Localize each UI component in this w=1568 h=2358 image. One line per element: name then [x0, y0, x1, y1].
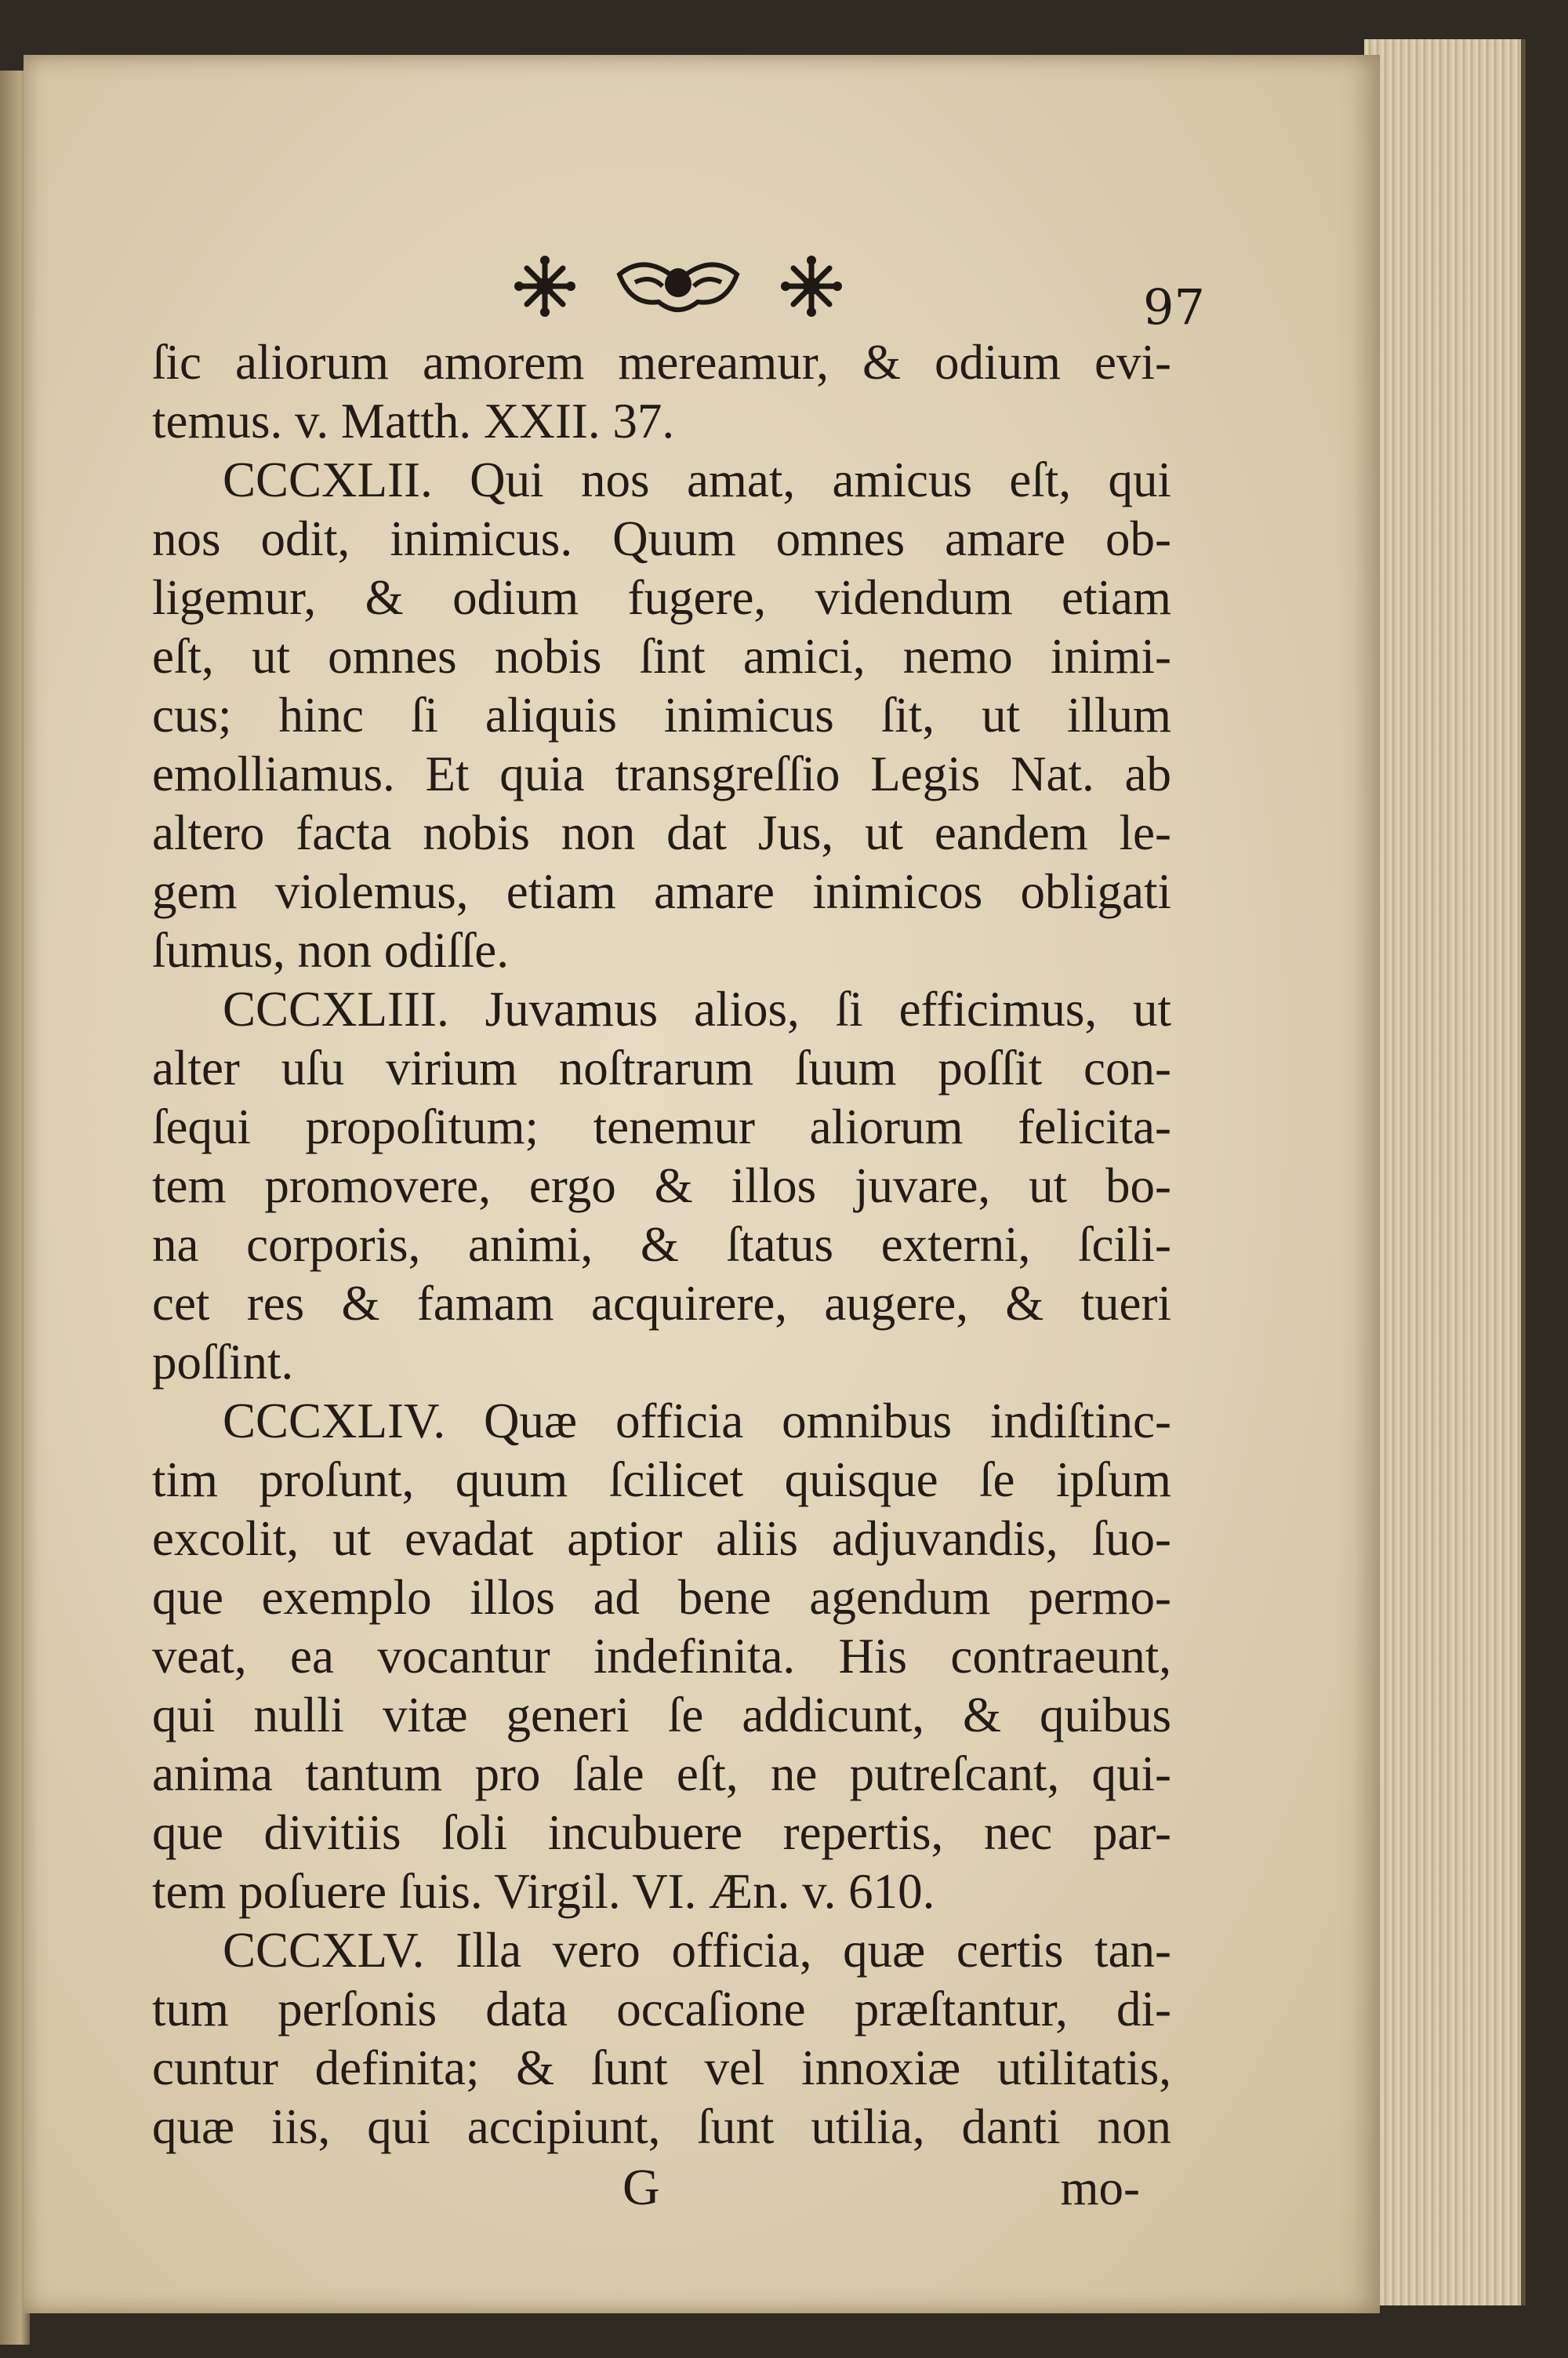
- text-line: veat, ea vocantur indefinita. His contraeunt,: [152, 1629, 1171, 1684]
- text-line: que divitiis ſoli incubuere repertis, nec par-: [152, 1805, 1171, 1860]
- text-line: ſequi propoſitum; tenemur aliorum felicita-: [152, 1099, 1171, 1154]
- text-line: ſumus, non odiſſe.: [152, 923, 509, 978]
- text-line: tim proſunt, quum ſcilicet quisque ſe ipſum: [152, 1452, 1171, 1507]
- catchword: mo-: [1060, 2160, 1140, 2215]
- text-line: qui nulli vitæ generi ſe addicunt, & quibus: [152, 1688, 1171, 1742]
- text-line: poſſint.: [152, 1335, 294, 1390]
- text-line: que exemplo illos ad bene agendum permo-: [152, 1570, 1171, 1625]
- text-line: emolliamus. Et quia transgreſſio Legis Nat. ab: [152, 747, 1171, 801]
- text-line: temus. v. Matth. XXII. 37.: [152, 394, 675, 449]
- star-ornament-right-icon: [781, 256, 842, 317]
- star-ornament-left-icon: [514, 256, 575, 317]
- text-line: nos odit, inimicus. Quum omnes amare ob-: [152, 511, 1171, 566]
- text-line: cet res & famam acquirere, augere, & tueri: [152, 1276, 1171, 1331]
- text-line: tem promovere, ergo & illos juvare, ut bo-: [152, 1158, 1171, 1213]
- text-line: anima tantum pro ſale eſt, ne putreſcant, qui-: [152, 1746, 1171, 1801]
- body-text: [152, 333, 1171, 2219]
- book-page: [24, 55, 1380, 2313]
- text-line: cuntur definita; & ſunt vel innoxiæ utilitatis,: [152, 2040, 1171, 2095]
- text-line: eſt, ut omnes nobis ſint amici, nemo inimi-: [152, 629, 1171, 684]
- cherub-ornament-icon: [619, 265, 737, 311]
- text-line: cus; hinc ſi aliquis inimicus ſit, ut illum: [152, 688, 1171, 743]
- text-line: CCCXLIII. Juvamus alios, ſi efficimus, ut: [223, 982, 1171, 1037]
- page-block-edges: [1364, 39, 1526, 2305]
- signature-mark: G: [622, 2159, 660, 2216]
- text-line: alter uſu virium noſtrarum ſuum poſſit con-: [152, 1041, 1171, 1095]
- text-line: ſic aliorum amorem mereamur, & odium evi-: [152, 335, 1171, 390]
- text-line: ligemur, & odium fugere, videndum etiam: [152, 570, 1171, 625]
- page-number: 97: [1143, 278, 1205, 336]
- text-line: CCCXLII. Qui nos amat, amicus eſt, qui: [223, 452, 1171, 507]
- text-line: tem poſuere ſuis. Virgil. VI. Æn. v. 610.: [152, 1864, 935, 1919]
- headpiece-ornament-icon: [510, 251, 847, 322]
- text-line: CCCXLIV. Quæ officia omnibus indiſtinc-: [223, 1393, 1171, 1448]
- text-line: altero facta nobis non dat Jus, ut eandem le-: [152, 805, 1171, 860]
- text-line: quæ iis, qui accipiunt, ſunt utilia, danti non: [152, 2099, 1171, 2154]
- text-line: na corporis, animi, & ſtatus externi, ſcili-: [152, 1217, 1171, 1272]
- text-line: CCCXLV. Illa vero officia, quæ certis tan-: [223, 1923, 1171, 1978]
- text-line: tum perſonis data occaſione præſtantur, di-: [152, 1982, 1171, 2036]
- page-footer: [152, 2156, 1171, 2219]
- text-line: gem violemus, etiam amare inimicos obligati: [152, 864, 1171, 919]
- text-line: excolit, ut evadat aptior aliis adjuvandis, ſuo-: [152, 1511, 1171, 1566]
